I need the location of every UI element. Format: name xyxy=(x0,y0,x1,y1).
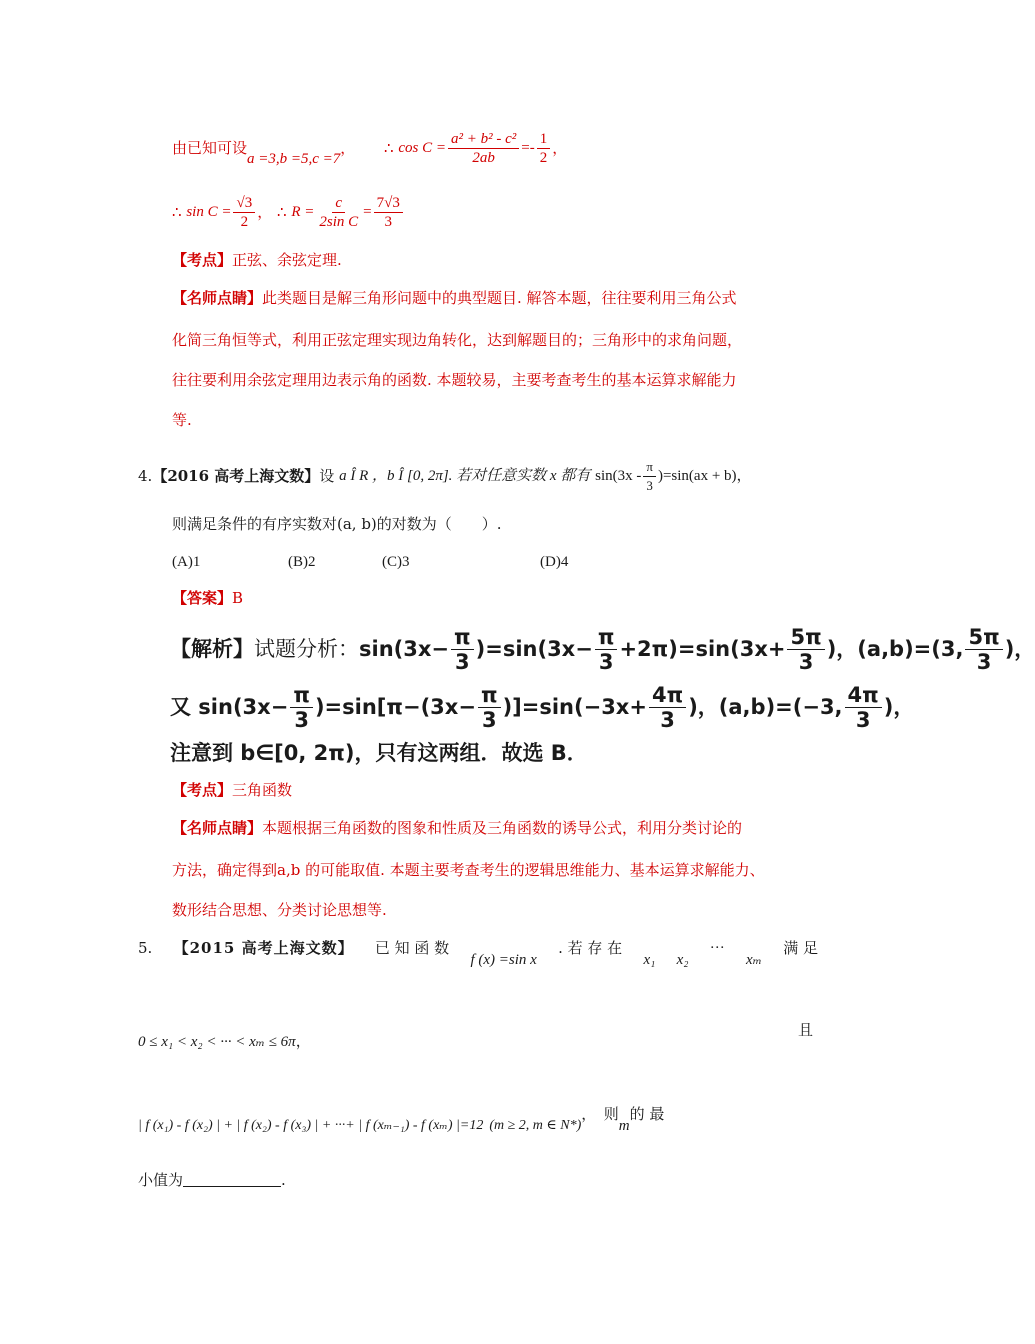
dianjing-tag: 【名师点睛】 xyxy=(172,819,263,837)
variable-m: m xyxy=(618,1118,630,1134)
analysis-expression: )]=sin(−3x+ xyxy=(502,695,647,719)
choice-c[interactable]: (C)3 xyxy=(382,554,410,570)
question-text: 设 xyxy=(319,467,335,485)
half-denominator: 2 xyxy=(539,149,548,166)
fraction-numerator: 4π xyxy=(845,683,882,708)
inequality-line xyxy=(138,1032,311,1052)
solution-line-1 xyxy=(172,138,355,169)
pi-denominator: 3 xyxy=(646,477,653,493)
equation-right: )=sin(ax + b)， xyxy=(657,468,752,484)
half-numerator: 1 xyxy=(537,130,551,149)
cos-numerator: a² + b² - c² xyxy=(448,130,519,149)
fraction-numerator: 5π xyxy=(965,625,1002,650)
radius-denominator: 2sin C xyxy=(319,213,359,230)
fraction-numerator: π xyxy=(595,625,618,650)
radius-value-denominator: 3 xyxy=(384,213,392,230)
qie-word: 且 xyxy=(798,1021,814,1039)
cos-label: cos C = xyxy=(398,140,446,156)
therefore-symbol: ∴ xyxy=(277,203,287,221)
kaodian-1 xyxy=(172,250,342,270)
analysis-label: 试题分析： xyxy=(254,637,359,661)
dianjing-1-line-4: 等. xyxy=(172,411,192,429)
answer-tag: 【答案】 xyxy=(172,589,233,607)
choice-b[interactable]: (B)2 xyxy=(288,554,316,570)
analysis-line-3: 注意到 b∈[0, 2π)，只有这两组．故选 B． xyxy=(170,741,588,765)
analysis-expression: )，(a,b)=(3, xyxy=(826,637,964,661)
dianjing-text: 此类题目是解三角形问题中的典型题目. 解答本题，往往要利用三角公式 xyxy=(262,289,737,307)
analysis-expression: )， xyxy=(883,695,915,719)
sin-numerator: √3 xyxy=(233,194,255,213)
cos-formula xyxy=(384,126,567,170)
dianjing-4-line-3: 数形结合思想、分类讨论思想等. xyxy=(172,901,387,919)
comma: ， xyxy=(340,139,356,157)
kaodian-tag: 【考点】 xyxy=(172,781,233,799)
function-definition: f (x) =sin x xyxy=(470,952,537,968)
question-text: 已 知 函 数 xyxy=(374,939,450,957)
analysis-expression: +2π)=sin(3x+ xyxy=(619,637,786,661)
fraction-numerator: 4π xyxy=(649,683,686,708)
fraction-denominator: 3 xyxy=(455,649,470,674)
equals: = xyxy=(363,204,372,220)
therefore-symbol: ∴ xyxy=(172,203,182,221)
comma: ， xyxy=(295,1034,311,1050)
answer-blank[interactable] xyxy=(183,1172,281,1187)
variable-x1: x₁ xyxy=(643,952,656,968)
analysis-expression: )=sin[π−(3x− xyxy=(314,695,476,719)
question-text: . 若 存 在 xyxy=(558,939,623,957)
pi-numerator: π xyxy=(643,458,656,477)
analysis-expression: sin(3x− xyxy=(359,637,449,661)
m-condition: (m ≥ 2, m ∈ N*) xyxy=(489,1118,582,1133)
inequality: 0 ≤ x₁ < x₂ < ··· < xₘ ≤ 6π xyxy=(138,1034,296,1050)
fraction-numerator: 5π xyxy=(787,625,824,650)
dianjing-1-line-1 xyxy=(172,288,737,308)
variable-xm: xₘ xyxy=(746,952,762,968)
radius-value-numerator: 7√3 xyxy=(374,194,403,213)
question-text: 小值为 xyxy=(138,1171,184,1189)
fraction-numerator: π xyxy=(451,625,474,650)
kaodian-text: 三角函数 xyxy=(232,781,293,799)
radius-label: R = xyxy=(291,204,315,220)
kaodian-text: 正弦、余弦定理. xyxy=(232,251,342,269)
question-text: 的 最 xyxy=(629,1105,665,1123)
analysis-tag: 【解析】 xyxy=(170,637,254,661)
equation-left: sin(3x - xyxy=(595,468,642,484)
dianjing-tag: 【名师点睛】 xyxy=(172,289,263,307)
sin-denominator: 2 xyxy=(240,213,249,230)
fraction-denominator: 3 xyxy=(481,707,497,732)
dianjing-4-line-1 xyxy=(172,818,742,838)
kaodian-tag: 【考点】 xyxy=(172,251,233,269)
dianjing-1-line-3: 往往要利用余弦定理用边表示角的函数. 本题较易，主要考查考生的基本运算求解能力 xyxy=(172,371,737,389)
question-source: 【2016 高考上海文数】 xyxy=(152,467,320,485)
then-word: ， 则 xyxy=(581,1105,619,1123)
answer-blank-line xyxy=(138,1170,286,1190)
fraction-denominator: 3 xyxy=(798,649,814,674)
analysis-line-2 xyxy=(170,680,914,734)
analysis-expression: )， xyxy=(1004,637,1035,661)
dianjing-4-line-2: 方法，确定得到a,b 的可能取值. 本题主要考查考生的逻辑思维能力、基本运算求解能力、 xyxy=(172,861,765,879)
question-number: 5. xyxy=(138,939,153,957)
question-text: 满 足 xyxy=(783,939,818,957)
fraction-numerator: π xyxy=(290,683,313,708)
analysis-expression: )=sin(3x− xyxy=(475,637,593,661)
question-number: 4. xyxy=(138,467,153,485)
analysis-line-1 xyxy=(170,622,1035,676)
question-condition: a Î R ，b Î [0, 2π]. 若对任意实数 x 都有 xyxy=(339,468,591,484)
cos-denominator: 2ab xyxy=(472,149,495,166)
question-source: 【2015 高考上海文数】 xyxy=(173,939,354,957)
sum-line xyxy=(138,1104,818,1136)
fraction-denominator: 3 xyxy=(976,649,992,674)
question-4-choices xyxy=(172,552,568,572)
comma: ， xyxy=(552,139,568,157)
fraction-denominator: 3 xyxy=(660,707,675,732)
equals-negative: =- xyxy=(521,140,535,156)
variable-x2: x₂ xyxy=(676,952,689,968)
fraction-numerator: π xyxy=(478,683,501,708)
dianjing-1-line-2: 化简三角恒等式，利用正弦定理实现边角转化，达到解题目的；三角形中的求角问题， xyxy=(172,331,743,349)
answer-value: B xyxy=(232,589,244,607)
fraction-denominator: 3 xyxy=(855,707,871,732)
sin-and-radius-formula: ∴ sin C = $\frac{√3}{2}$ ， ∴ R = $\frac{c}{\text{2sin C}}$ = $\frac{7√3}{3}$ xyxy=(172,190,405,234)
question-4-line-2: 则满足条件的有序实数对(a, b)的对数为（ ）. xyxy=(172,515,502,533)
radius-numerator: c xyxy=(332,194,345,213)
kaodian-4 xyxy=(172,780,292,800)
dianjing-text: 本题根据三角函数的图象和性质及三角函数的诱导公式，利用分类讨论的 xyxy=(262,819,743,837)
analysis-expression: )，(a,b)=(−3, xyxy=(688,695,843,719)
therefore-symbol: ∴ xyxy=(384,139,394,157)
sin-label: sin C = xyxy=(186,204,232,220)
answer-4 xyxy=(172,588,243,608)
side-values: a =3,b =5,c =7 xyxy=(247,151,341,167)
analysis-expression: 又 sin(3x− xyxy=(170,695,289,719)
question-4-stem xyxy=(138,456,752,496)
fraction-denominator: 3 xyxy=(294,707,309,732)
solution-prefix: 由已知可设 xyxy=(172,139,248,157)
ellipsis: ··· xyxy=(709,940,725,956)
period: . xyxy=(281,1171,286,1189)
fraction-denominator: 3 xyxy=(598,649,614,674)
choice-d[interactable]: (D)4 xyxy=(540,554,569,570)
question-5-stem xyxy=(138,938,818,970)
choice-a[interactable]: (A)1 xyxy=(172,554,201,570)
sum-expression: | f (x₁) - f (x₂) | + | f (x₂) - f (x₃) | + ···+ | f (xₘ₋₁) - f (xₘ) |=12 xyxy=(138,1118,484,1133)
